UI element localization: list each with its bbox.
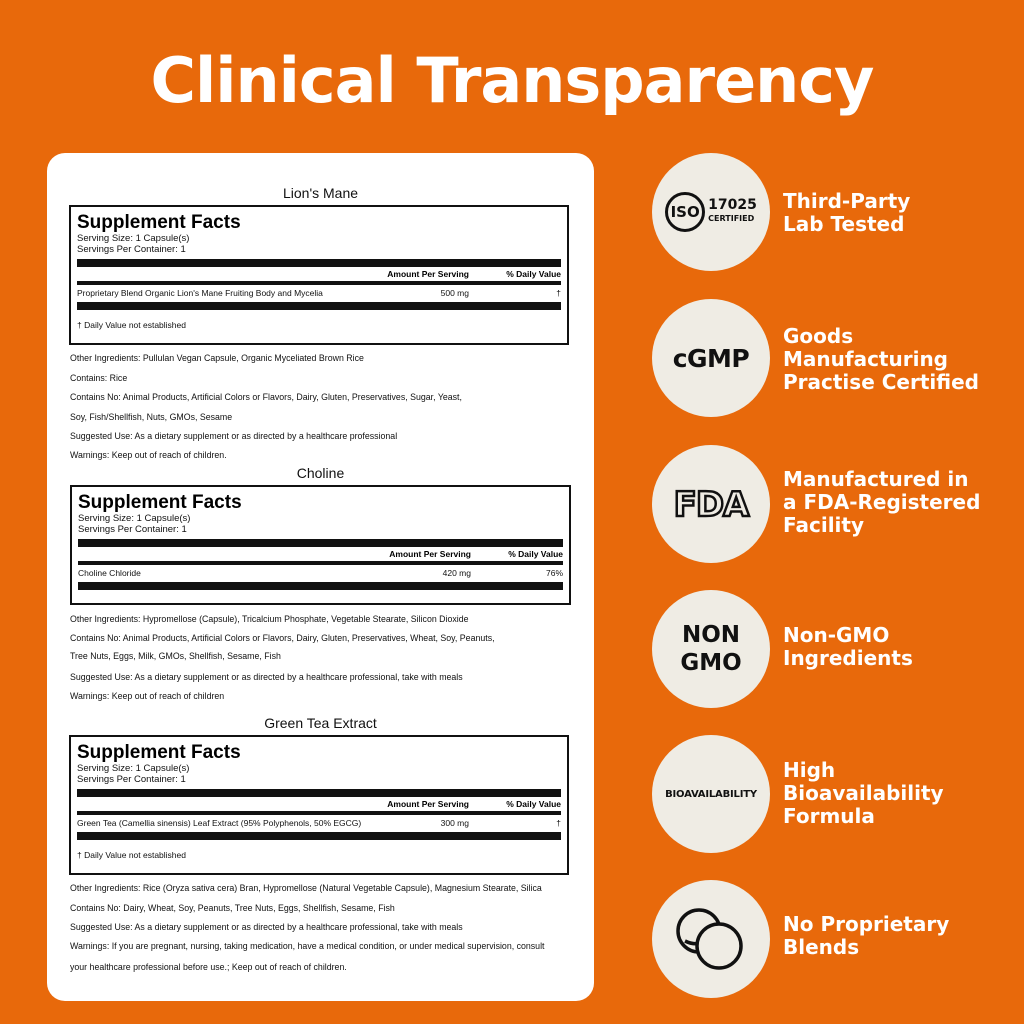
page-title: Clinical Transparency bbox=[150, 44, 874, 117]
badge-label: Manufactured in a FDA-Registered Facility bbox=[783, 467, 981, 537]
info-line: Contains No: Dairy, Wheat, Soy, Peanuts, Tree Nuts, Eggs, Shellfish, Sesame, Fish bbox=[70, 903, 395, 913]
iso-mark: ISO bbox=[665, 192, 705, 232]
servings-per-container: Servings Per Container: 1 bbox=[77, 243, 186, 255]
non-text: NON bbox=[681, 622, 741, 648]
info-line: Contains: Rice bbox=[70, 373, 128, 383]
cgmp-icon: cGMP bbox=[672, 343, 750, 373]
info-line: Suggested Use: As a dietary supplement or as directed by a healthcare professional, take with meals bbox=[70, 672, 463, 682]
nutrient-amount: 300 mg bbox=[440, 818, 469, 828]
info-line: Tree Nuts, Eggs, Milk, GMOs, Shellfish, Sesame, Fish bbox=[70, 651, 281, 661]
dv-header: % Daily Value bbox=[508, 549, 563, 559]
nutrient-name: Proprietary Blend Organic Lion's Mane Fruiting Body and Mycelia bbox=[77, 288, 323, 298]
info-line: Contains No: Animal Products, Artificial Colors or Flavors, Dairy, Gluten, Preservatives, Sugar, Yeast, bbox=[70, 392, 462, 402]
badge-label: Non-GMO Ingredients bbox=[783, 623, 913, 670]
product-name: Green Tea Extract bbox=[264, 715, 377, 731]
non-gmo-badge bbox=[652, 590, 770, 708]
badge-label: High Bioavailability Formula bbox=[783, 758, 944, 828]
no-proprietary-badge bbox=[652, 880, 770, 998]
info-line: your healthcare professional before use.; Keep out of reach of children. bbox=[70, 962, 347, 972]
serving-size: Serving Size: 1 Capsule(s) bbox=[77, 233, 190, 244]
info-line: Warnings: Keep out of reach of children. bbox=[70, 450, 227, 460]
cgmp-badge bbox=[652, 299, 770, 417]
serving-size: Serving Size: 1 Capsule(s) bbox=[78, 513, 191, 524]
facts-title: Supplement Facts bbox=[78, 492, 242, 513]
divider bbox=[77, 832, 561, 840]
divider bbox=[78, 539, 563, 547]
facts-title: Supplement Facts bbox=[77, 742, 241, 763]
info-line: Contains No: Animal Products, Artificial Colors or Flavors, Dairy, Gluten, Preservatives, Wheat, Soy, Peanuts, bbox=[70, 633, 495, 643]
bioavailability-icon: BIOAVAILABILITY bbox=[665, 788, 757, 800]
info-line: Warnings: Keep out of reach of children bbox=[70, 691, 225, 701]
facts-title: Supplement Facts bbox=[77, 212, 241, 233]
footnote: † Daily Value not established bbox=[77, 320, 186, 330]
info-line: Warnings: If you are pregnant, nursing, taking medication, have a medical condition, or under medical supervision, consult bbox=[70, 941, 545, 951]
iso-certified: CERTIFIED bbox=[708, 214, 755, 223]
footnote: † Daily Value not established bbox=[77, 850, 186, 860]
column-header bbox=[77, 797, 561, 815]
column-header bbox=[78, 547, 563, 565]
dv-header: % Daily Value bbox=[506, 269, 561, 279]
divider bbox=[77, 789, 561, 797]
non-gmo-icon bbox=[680, 621, 741, 677]
nutrient-name: Green Tea (Camellia sinensis) Leaf Extract (95% Polyphenols, 50% EGCG) bbox=[77, 818, 362, 828]
amount-header: Amount Per Serving bbox=[387, 799, 469, 809]
product-name: Choline bbox=[296, 465, 345, 481]
column-header bbox=[77, 267, 561, 285]
iso-icon bbox=[665, 192, 757, 232]
nutrient-dv: 76% bbox=[545, 568, 563, 578]
info-line: Other Ingredients: Rice (Oryza sativa cera) Bran, Hypromellose (Natural Vegetable Capsule), Magnesium Stearate, Silica bbox=[70, 883, 542, 893]
divider bbox=[77, 259, 561, 267]
badge-label: Goods Manufacturing Practise Certified bbox=[783, 324, 979, 394]
nutrient-row bbox=[78, 565, 563, 582]
nutrient-dv: † bbox=[556, 288, 561, 298]
iso-number: 17025 bbox=[708, 197, 757, 213]
servings-per-container: Servings Per Container: 1 bbox=[77, 773, 186, 785]
amount-header: Amount Per Serving bbox=[389, 549, 471, 559]
supplement-facts-panel bbox=[69, 205, 569, 345]
supplement-facts-card bbox=[47, 153, 594, 1001]
divider bbox=[77, 302, 561, 310]
fda-text: FDA bbox=[673, 487, 749, 521]
fda-icon bbox=[671, 487, 751, 521]
info-line: Suggested Use: As a dietary supplement or as directed by a healthcare professional, take with meals bbox=[70, 922, 463, 932]
nutrient-amount: 420 mg bbox=[442, 568, 471, 578]
info-line: Suggested Use: As a dietary supplement or as directed by a healthcare professional bbox=[70, 431, 398, 441]
divider bbox=[78, 582, 563, 590]
servings-per-container: Servings Per Container: 1 bbox=[78, 523, 187, 535]
badge-label: Third-Party Lab Tested bbox=[783, 189, 911, 236]
product-name: Lion's Mane bbox=[282, 185, 359, 201]
nutrient-amount: 500 mg bbox=[440, 288, 469, 298]
coins-icon bbox=[671, 904, 751, 974]
nutrient-name: Choline Chloride bbox=[78, 568, 141, 578]
amount-header: Amount Per Serving bbox=[387, 269, 469, 279]
iso-badge bbox=[652, 153, 770, 271]
info-line: Other Ingredients: Hypromellose (Capsule), Tricalcium Phosphate, Vegetable Stearate, Silicon Dioxide bbox=[70, 614, 469, 624]
bioavailability-badge bbox=[652, 735, 770, 853]
nutrient-dv: † bbox=[556, 818, 561, 828]
nutrient-row bbox=[77, 815, 561, 832]
serving-size: Serving Size: 1 Capsule(s) bbox=[77, 763, 190, 774]
dv-header: % Daily Value bbox=[506, 799, 561, 809]
info-line: Other Ingredients: Pullulan Vegan Capsule, Organic Myceliated Brown Rice bbox=[70, 353, 364, 363]
supplement-facts-panel bbox=[69, 735, 569, 875]
nutrient-row bbox=[77, 285, 561, 302]
info-line: Soy, Fish/Shellfish, Nuts, GMOs, Sesame bbox=[70, 412, 233, 422]
fda-badge bbox=[652, 445, 770, 563]
gmo-text: GMO bbox=[680, 650, 742, 676]
supplement-facts-panel bbox=[70, 485, 571, 605]
badge-label: No Proprietary Blends bbox=[783, 912, 950, 959]
